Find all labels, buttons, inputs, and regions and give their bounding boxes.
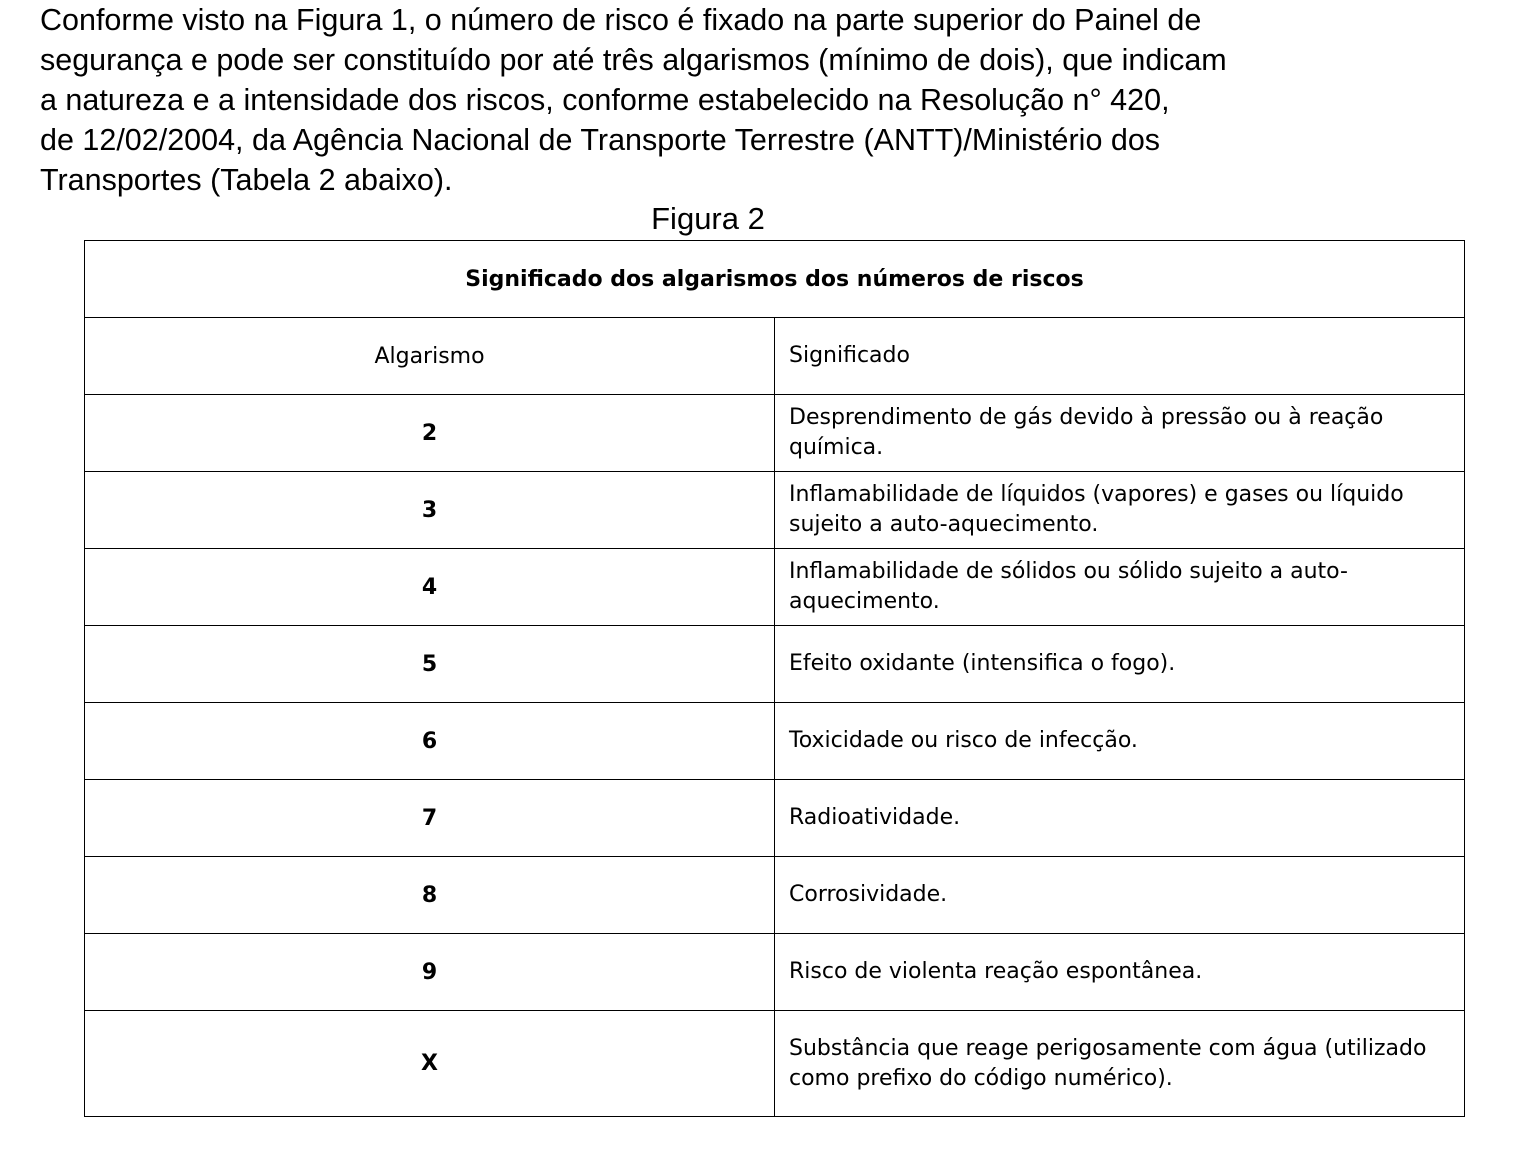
- meaning-cell: Radioatividade.: [775, 780, 1465, 857]
- table-title-row: [85, 241, 1465, 318]
- meaning-cell: Desprendimento de gás devido à pressão ou à reação química.: [775, 395, 1465, 472]
- intro-paragraph: [40, 0, 1500, 200]
- digit-cell: X: [85, 1011, 775, 1117]
- intro-line: Conforme visto na Figura 1, o número de risco é fixado na parte superior do Painel de: [40, 3, 1202, 37]
- table-header-row: [85, 318, 1465, 395]
- table-row: [85, 703, 1465, 780]
- table-row: [85, 780, 1465, 857]
- figure-caption: Figura 2: [651, 201, 765, 236]
- digit-cell: 2: [85, 395, 775, 472]
- meaning-cell: Inflamabilidade de sólidos ou sólido sujeito a auto-aquecimento.: [775, 549, 1465, 626]
- risk-digits-table: [84, 240, 1465, 1117]
- meaning-cell: Corrosividade.: [775, 857, 1465, 934]
- table-row: [85, 626, 1465, 703]
- meaning-cell: Risco de violenta reação espontânea.: [775, 934, 1465, 1011]
- digit-cell: 5: [85, 626, 775, 703]
- table-title: Significado dos algarismos dos números de riscos: [85, 241, 1465, 318]
- table-row: [85, 934, 1465, 1011]
- digit-cell: 6: [85, 703, 775, 780]
- table-row: [85, 549, 1465, 626]
- header-significado: Significado: [775, 318, 1465, 395]
- digit-cell: 8: [85, 857, 775, 934]
- digit-cell: 4: [85, 549, 775, 626]
- digit-cell: 3: [85, 472, 775, 549]
- header-algarismo: Algarismo: [85, 318, 775, 395]
- table-row: [85, 472, 1465, 549]
- meaning-cell: Toxicidade ou risco de infecção.: [775, 703, 1465, 780]
- meaning-cell: Substância que reage perigosamente com água (utilizado como prefixo do código numérico).: [775, 1011, 1465, 1117]
- intro-line: segurança e pode ser constituído por até três algarismos (mínimo de dois), que indicam: [40, 43, 1227, 77]
- intro-line: Transportes (Tabela 2 abaixo).: [40, 163, 453, 197]
- digit-cell: 9: [85, 934, 775, 1011]
- digit-cell: 7: [85, 780, 775, 857]
- table-row: [85, 857, 1465, 934]
- meaning-cell: Inflamabilidade de líquidos (vapores) e gases ou líquido sujeito a auto-aquecimento.: [775, 472, 1465, 549]
- intro-line: a natureza e a intensidade dos riscos, conforme estabelecido na Resolução n° 420,: [40, 83, 1170, 117]
- table-row: [85, 395, 1465, 472]
- intro-line: de 12/02/2004, da Agência Nacional de Transporte Terrestre (ANTT)/Ministério dos: [40, 123, 1161, 157]
- meaning-cell: Efeito oxidante (intensifica o fogo).: [775, 626, 1465, 703]
- table-row: [85, 1011, 1465, 1117]
